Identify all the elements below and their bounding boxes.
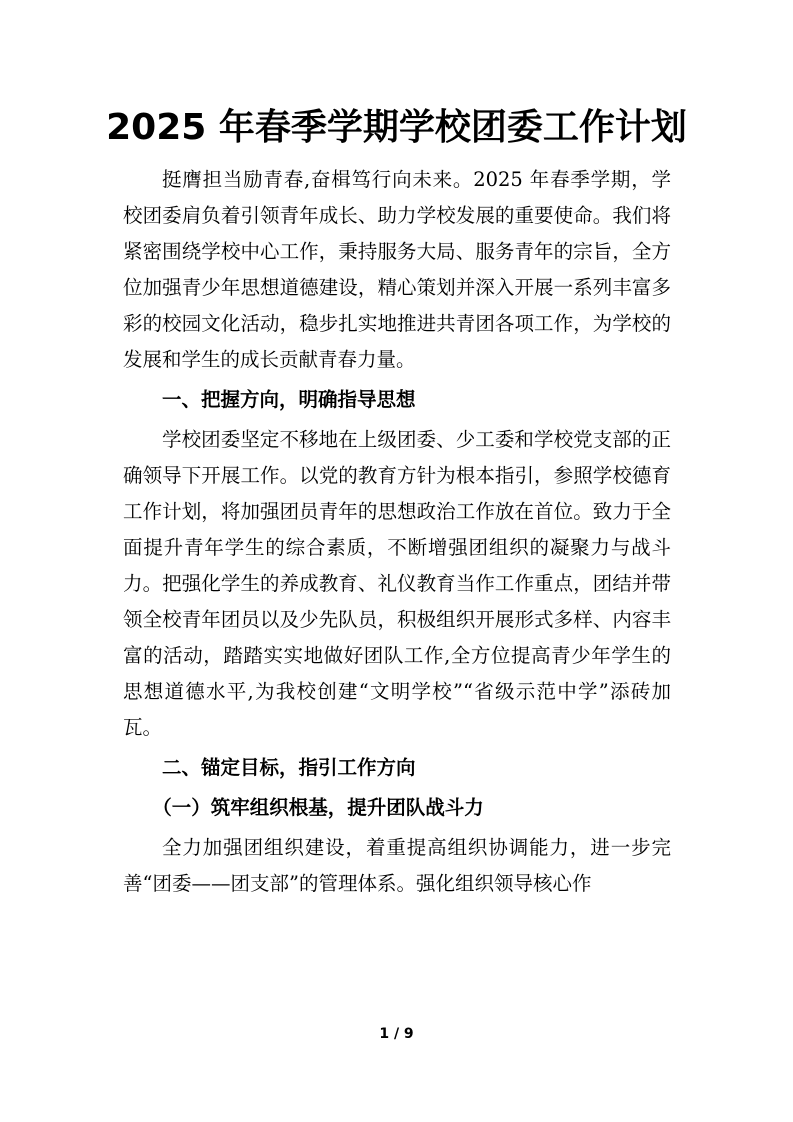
page-number: 1 / 9 (379, 1026, 414, 1042)
section-2-heading: 二、锚定目标，指引工作方向 (162, 756, 416, 779)
intro-paragraph: 挺膺担当励青春,奋楫笃行向未来。2025 年春季学期，学校团委肩负着引领青年成长、助力学校发展的重要使命。我们将紧密围绕学校中心工作，秉持服务大局、服务青年的宗旨，全方位加强青少年思想道德建设，精心策划并深入开展一系列丰富多彩的校园文化活动，稳步扎实地推进共青团各项工作，为学校的发展和学生的成长贡献青春力量。 (123, 168, 671, 371)
section-2-1-paragraph: 全力加强团组织建设，着重提高组织协调能力，进一步完善“团委——团支部”的管理体系。强化组织领导核心作 (123, 836, 671, 895)
document-title: 2025 年春季学期学校团委工作计划 (106, 107, 687, 148)
document-body (123, 162, 671, 902)
section-2-1-heading: （一）筑牢组织根基，提升团队战斗力 (152, 796, 484, 819)
section-1-heading: 一、把握方向，明确指导思想 (162, 388, 416, 411)
section-1-paragraph: 学校团委坚定不移地在上级团委、少工委和学校党支部的正确领导下开展工作。以党的教育方针为根本指引，参照学校德育工作计划，将加强团员青年的思想政治工作放在首位。致力于全面提升青年学生的综合素质，不断增强团组织的凝聚力与战斗力。把强化学生的养成教育、礼仪教育当作工作重点，团结并带领全校青年团员以及少先队员，积极组织开展形式多样、内容丰富的活动，踏踏实实地做好团队工作,全方位提高青少年学生的思想道德水平,为我校创建“文明学校”“省级示范中学”添砖加瓦。 (123, 428, 671, 739)
